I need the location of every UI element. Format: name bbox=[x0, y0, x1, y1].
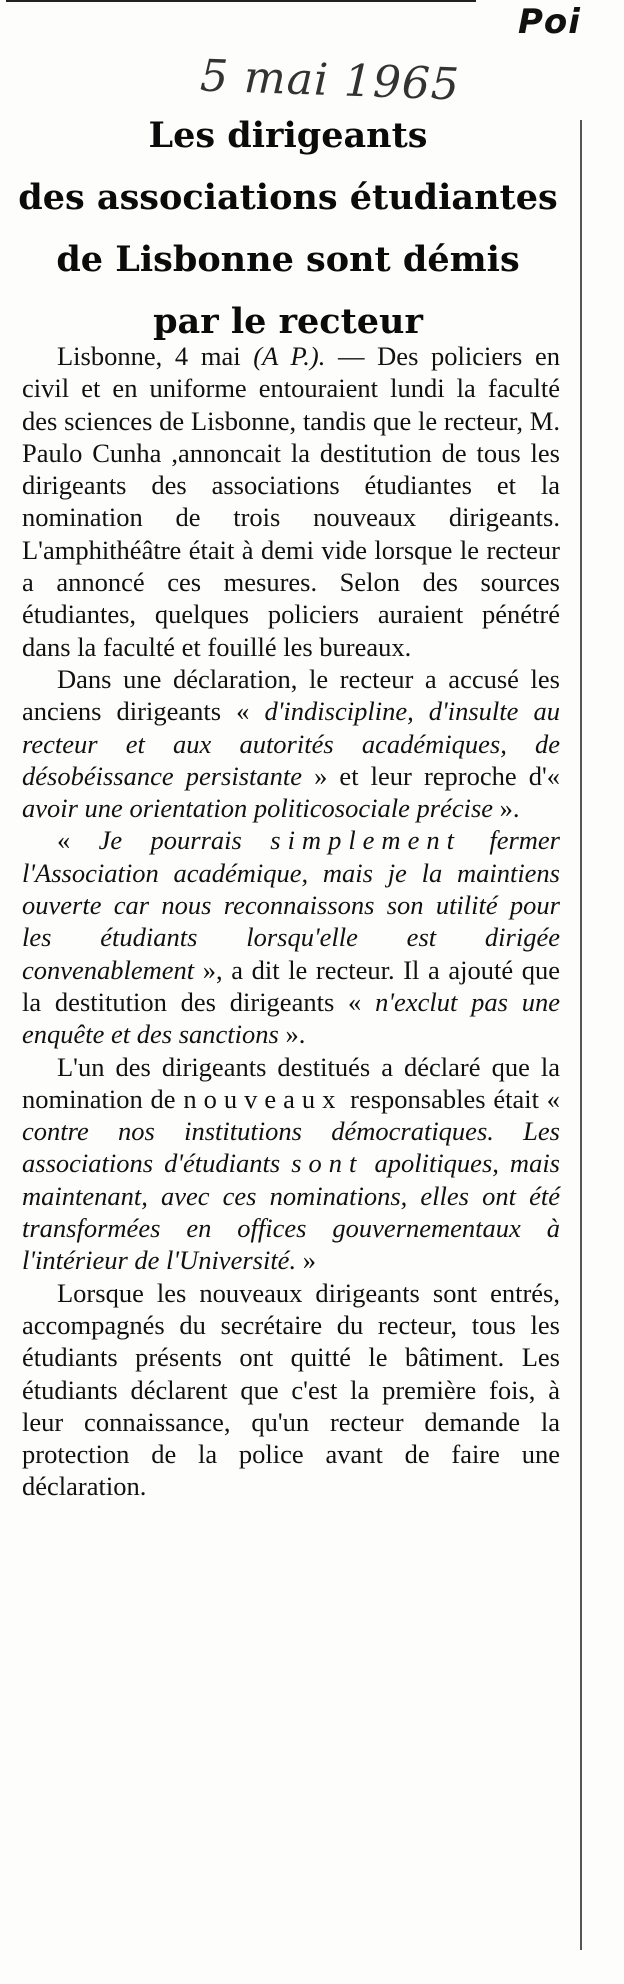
paragraph-4-text-c: responsables était « bbox=[342, 1083, 560, 1114]
column-rule bbox=[580, 120, 582, 1950]
quote-orientation: avoir une orientation politicosociale précise bbox=[22, 793, 494, 824]
quote-student-spaced: sont bbox=[291, 1148, 364, 1179]
quote-accusation: d'indiscipline, d'insulte au recteur et aux autorités académiques, de désobéissance persistante bbox=[22, 696, 560, 791]
paragraph-2 bbox=[22, 663, 560, 824]
dateline: Lisbonne, 4 mai bbox=[57, 341, 241, 371]
paragraph-2-text-c: » et leur reproche d'« bbox=[302, 760, 560, 791]
section-label: Poi bbox=[518, 2, 581, 42]
paragraph-4-text-a: L'un des dirigeants destitués a déclaré que la nomination de bbox=[22, 1051, 560, 1114]
article-body bbox=[22, 340, 560, 1503]
top-rule bbox=[6, 0, 476, 2]
paragraph-3-text-a: « bbox=[57, 825, 99, 856]
paragraph-4-text-g: » bbox=[296, 1245, 316, 1276]
paragraph-4 bbox=[22, 1051, 560, 1277]
quote-student-b: apolitiques, mais maintenant, avec ces nominations, elles ont été transformées en offices gouvernementaux à l'intérieur de l'Université. bbox=[22, 1148, 560, 1276]
paragraph-3-text-g: ». bbox=[278, 1019, 306, 1050]
quote-rector-b: fermer l'Association académique, mais je la maintiens ouverte car nous reconnaissons son utilité pour les étudiants lorsqu'elle est dirigée convenablement bbox=[22, 825, 560, 985]
paragraph-3-text-e: », a dit le recteur. Il a ajouté que la destitution des dirigeants « bbox=[22, 954, 560, 1017]
paragraph-1-text: — Des policiers en civil et en uniforme entouraient lundi la faculté des sciences de Lisbonne, tandis que le recteur, M. Paulo Cunha ,annoncait la destitution de tous les dirigeants des associations étudiantes et la nomination de trois nouveaux dirigeants. L'amphithéâtre était à demi vide lorsque le recteur a annoncé ces mesures. Selon des sources étudiantes, quelques policiers auraient pénétré dans la faculté et fouillé les bureaux. bbox=[22, 341, 560, 662]
paragraph-4-spaced-word: nouveaux bbox=[183, 1083, 343, 1114]
paragraph-1 bbox=[22, 340, 560, 663]
paragraph-2-text-e: ». bbox=[493, 793, 520, 824]
headline-line-1: Les dirigeants bbox=[148, 115, 428, 156]
paragraph-5: Lorsque les nouveaux dirigeants sont entrés, accompagnés du secrétaire du recteur, tous les étudiants présents ont quitté le bâtiment. Les étudiants déclarent que c'est la première fois, à leur connaissance, qu'un recteur demande la protection de la police avant de faire une déclaration. bbox=[22, 1277, 560, 1502]
headline bbox=[8, 105, 568, 353]
paragraph-2-text-a: Dans une déclaration, le recteur a accusé les anciens dirigeants « bbox=[22, 663, 560, 727]
headline-line-2: des associations étudiantes bbox=[18, 177, 558, 218]
handwritten-date: 5 mai 1965 bbox=[199, 50, 461, 111]
headline-line-3: de Lisbonne sont démis bbox=[56, 239, 520, 280]
quote-student-a: contre nos institutions démocratiques. Les associations d'étudiants bbox=[22, 1116, 560, 1179]
quote-rector-spaced: simplement bbox=[270, 825, 461, 856]
quote-sanctions: n'exclut pas une enquête et des sanctions bbox=[22, 986, 560, 1050]
paragraph-3 bbox=[22, 824, 560, 1050]
quote-rector-a: Je pourrais bbox=[98, 825, 271, 856]
agency-credit: (A P.). bbox=[253, 341, 326, 371]
headline-line-4: par le recteur bbox=[153, 301, 423, 342]
